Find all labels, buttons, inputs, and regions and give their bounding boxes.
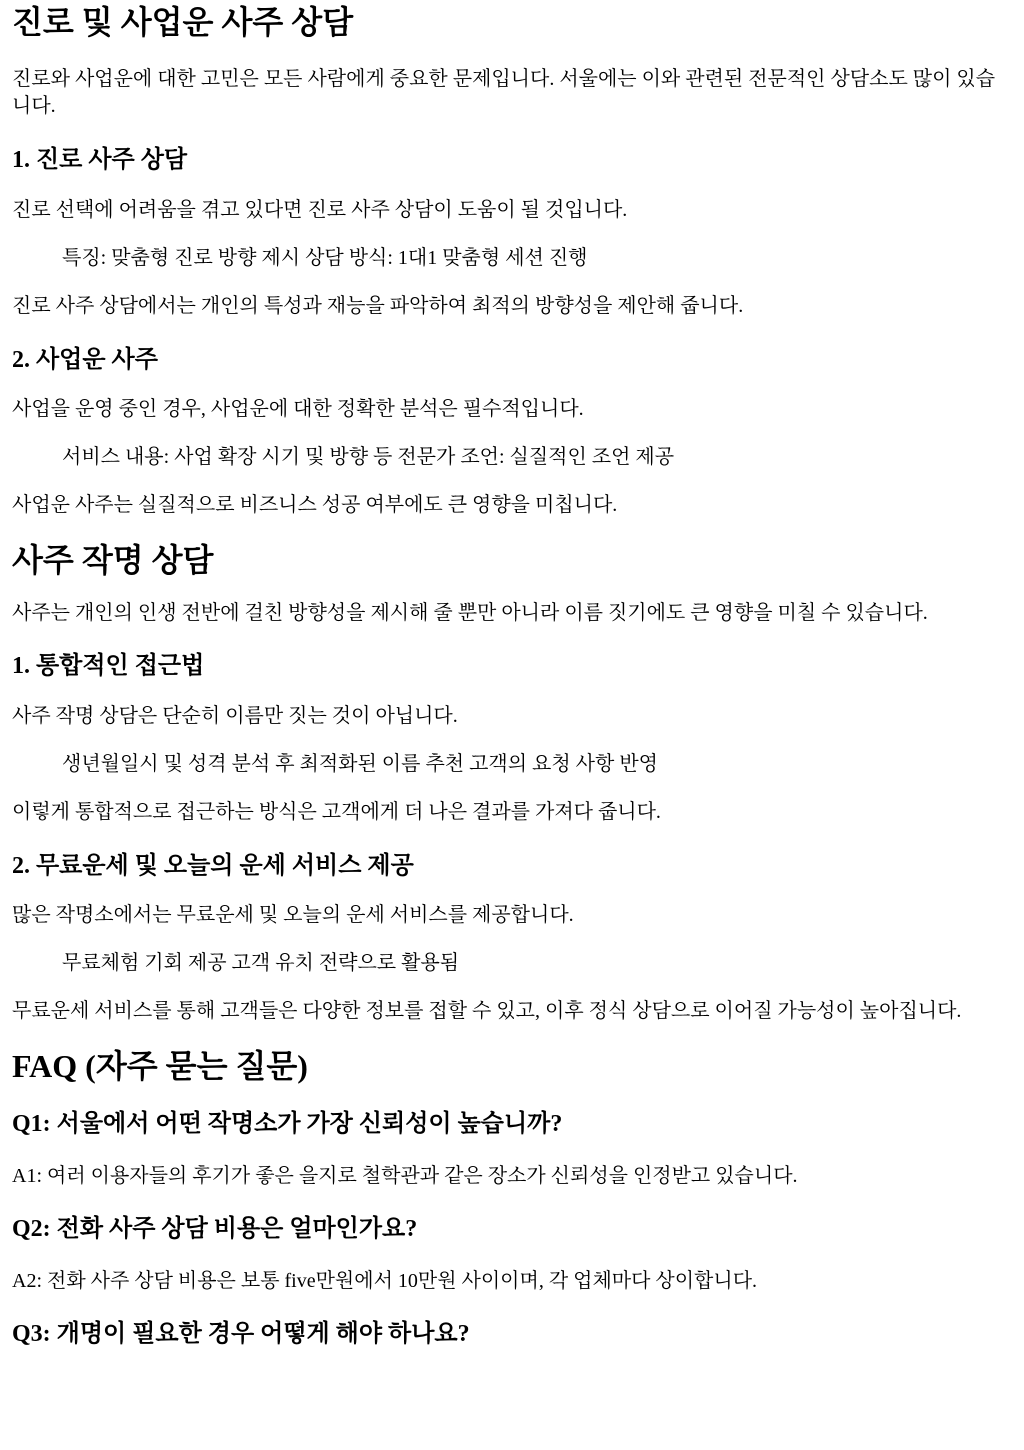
faq-answer: A1: 여러 이용자들의 후기가 좋은 을지로 철학관과 같은 장소가 신뢰성을 인정받고 있습니다. <box>12 1165 798 1187</box>
paragraph: 무료운세 서비스를 통해 고객들은 다양한 정보를 접할 수 있고, 이후 정식 상담으로 이어질 가능성이 높아집니다. <box>12 1000 962 1022</box>
section-intro-naming: 사주는 개인의 인생 전반에 걸친 방향성을 제시해 줄 뿐만 아니라 이름 짓기에도 큰 영향을 미칠 수 있습니다. <box>12 602 928 624</box>
article <box>0 2 1024 1349</box>
faq-answer: A2: 전화 사주 상담 비용은 보통 five만원에서 10만원 사이이며, 각 업체마다 상이합니다. <box>12 1270 758 1292</box>
subsection-title-career-saju: 1. 진로 사주 상담 <box>12 147 188 173</box>
faq-question: Q1: 서울에서 어떤 작명소가 가장 신뢰성이 높습니까? <box>12 1111 563 1137</box>
faq-question: Q3: 개명이 필요한 경우 어떻게 해야 하나요? <box>12 1321 470 1347</box>
subsection-title-integrated-approach: 1. 통합적인 접근법 <box>12 653 205 679</box>
feature-list: 무료체험 기회 제공 고객 유치 전략으로 활용됨 <box>62 952 460 974</box>
feature-list: 생년월일시 및 성격 분석 후 최적화된 이름 추천 고객의 요청 사항 반영 <box>62 753 658 775</box>
section-title-faq: FAQ (자주 묻는 질문) <box>12 1048 308 1084</box>
paragraph: 사업을 운영 중인 경우, 사업운에 대한 정확한 분석은 필수적입니다. <box>12 398 584 420</box>
feature-list: 특징: 맞춤형 진로 방향 제시 상담 방식: 1대1 맞춤형 세션 진행 <box>62 247 588 269</box>
section-title-career: 진로 및 사업운 사주 상담 <box>12 4 354 40</box>
paragraph: 사업운 사주는 실질적으로 비즈니스 성공 여부에도 큰 영향을 미칩니다. <box>12 494 618 516</box>
faq-question: Q2: 전화 사주 상담 비용은 얼마인가요? <box>12 1216 418 1242</box>
paragraph: 진로 사주 상담에서는 개인의 특성과 재능을 파악하여 최적의 방향성을 제안해 줍니다. <box>12 295 744 317</box>
paragraph: 사주 작명 상담은 단순히 이름만 짓는 것이 아닙니다. <box>12 705 458 727</box>
paragraph: 진로 선택에 어려움을 겪고 있다면 진로 사주 상담이 도움이 될 것입니다. <box>12 199 628 221</box>
paragraph: 이렇게 통합적으로 접근하는 방식은 고객에게 더 나은 결과를 가져다 줍니다. <box>12 801 661 823</box>
section-title-naming: 사주 작명 상담 <box>12 542 214 578</box>
paragraph: 많은 작명소에서는 무료운세 및 오늘의 운세 서비스를 제공합니다. <box>12 904 574 926</box>
subsection-title-free-fortune: 2. 무료운세 및 오늘의 운세 서비스 제공 <box>12 853 414 879</box>
subsection-title-business-saju: 2. 사업운 사주 <box>12 347 158 373</box>
feature-list: 서비스 내용: 사업 확장 시기 및 방향 등 전문가 조언: 실질적인 조언 제공 <box>62 446 675 468</box>
section-intro-career: 진로와 사업운에 대한 고민은 모든 사람에게 중요한 문제입니다. 서울에는 이와 관련된 전문적인 상담소도 많이 있습니다. <box>12 68 996 117</box>
